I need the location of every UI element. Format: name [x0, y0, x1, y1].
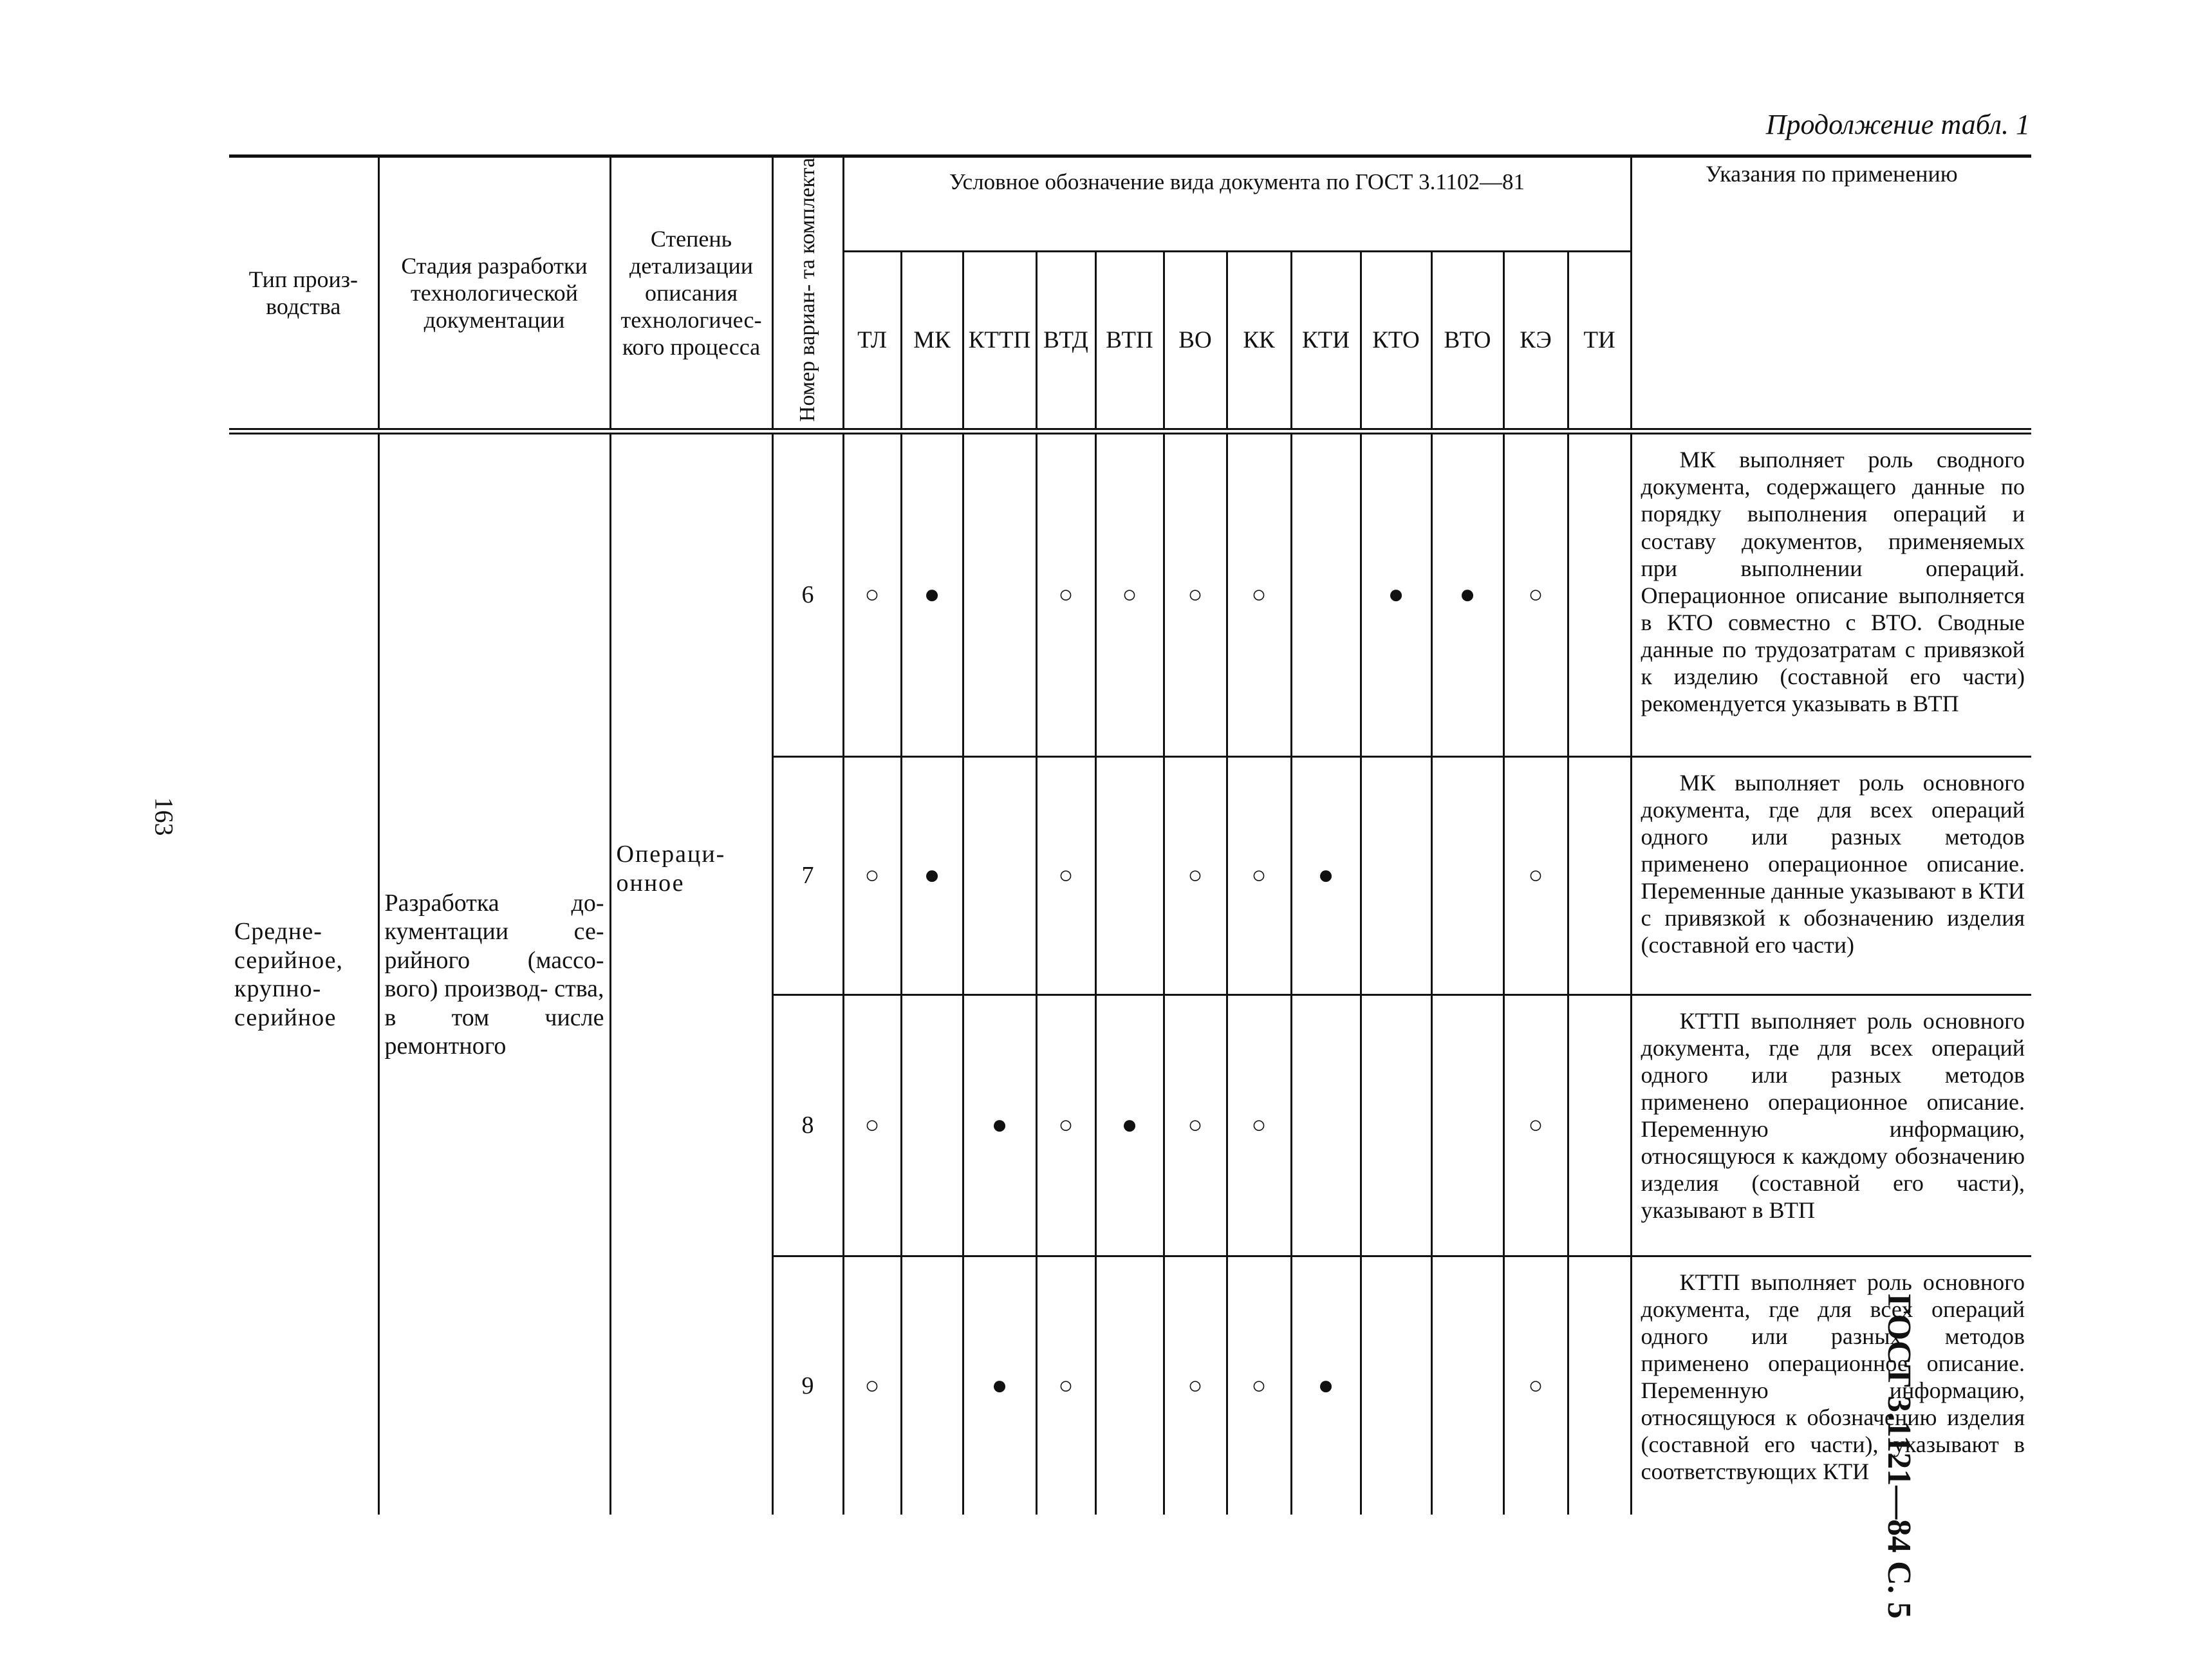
development-stage-cell: Разработка до- кументации се- рийного (массо- вого) производ- ства, в том числе ремонтного — [378, 431, 610, 1515]
mark-cell: ○ — [1227, 756, 1291, 994]
document-kit-table — [229, 154, 2031, 1515]
code-vtd: ВТД — [1036, 251, 1095, 431]
application-note — [1631, 1256, 2031, 1515]
mark-cell: ○ — [1164, 1256, 1227, 1515]
code-ti: ТИ — [1568, 251, 1631, 431]
application-note-text: КТТП выполняет роль основного документа, где для всех операций одного или разных методов применено операционное описание. Переменную информацию, относящуюся к обозначению изделия (составной его части), указывают в соответствующих КТИ — [1641, 1269, 2025, 1485]
code-kk: КК — [1227, 251, 1291, 431]
mark-cell: ● — [963, 1256, 1036, 1515]
detail-degree-cell: Операци- онное — [610, 431, 772, 1515]
code-tl: ТЛ — [843, 251, 901, 431]
mark-cell: ○ — [843, 756, 901, 994]
variant-number: 8 — [772, 994, 843, 1256]
mark-cell: ○ — [843, 994, 901, 1256]
mark-cell: ○ — [1164, 431, 1227, 756]
header-application-notes: Указания по применению — [1631, 156, 2031, 432]
application-note — [1631, 756, 2031, 994]
header-variant-number — [772, 156, 843, 432]
mark-cell: ● — [1291, 756, 1361, 994]
code-vo: ВО — [1164, 251, 1227, 431]
mark-cell — [1431, 994, 1503, 1256]
mark-cell — [1568, 994, 1631, 1256]
header-production-type: Тип произ- водства — [229, 156, 378, 432]
application-note-text: МК выполняет роль сводного документа, содержащего данные по порядку выполнения операций и составу документов, применяемых при выполнении операций. Операционное описание выполняется в КТО совместно с ВТО. Сводные данные по трудозатратам с привязкой к изделию (составной его части) рекомендуется указывать в ВТП — [1641, 447, 2025, 717]
code-kttp: КТТП — [963, 251, 1036, 431]
mark-cell: ● — [1361, 431, 1431, 756]
application-note — [1631, 994, 2031, 1256]
code-vto: ВТО — [1431, 251, 1503, 431]
mark-cell: ○ — [1036, 756, 1095, 994]
header-document-designation: Условное обозначение вида документа по ГОСТ 3.1102—81 — [843, 156, 1631, 252]
mark-cell: ○ — [1503, 756, 1568, 994]
mark-cell — [1361, 994, 1431, 1256]
mark-cell: ● — [901, 431, 963, 756]
mark-cell — [1568, 431, 1631, 756]
mark-cell: ○ — [1227, 994, 1291, 1256]
mark-cell — [901, 1256, 963, 1515]
variant-number: 9 — [772, 1256, 843, 1515]
application-note-text: КТТП выполняет роль основного документа, где для всех операций одного или разных методов применено операционное описание. Переменную информацию, относящуюся к каждому обозначению изделия (составной его части), указывают в ВТП — [1641, 1007, 2025, 1224]
standard-reference: ГОСТ 3.1121—84 С. 5 — [1881, 1294, 1917, 1619]
header-development-stage: Стадия разработки технологической документации — [378, 156, 610, 432]
mark-cell: ● — [901, 756, 963, 994]
mark-cell — [1291, 994, 1361, 1256]
mark-cell — [1568, 1256, 1631, 1515]
mark-cell: ○ — [1036, 431, 1095, 756]
mark-cell — [1568, 756, 1631, 994]
mark-cell: ● — [1095, 994, 1164, 1256]
mark-cell — [901, 994, 963, 1256]
mark-cell: ○ — [1164, 994, 1227, 1256]
mark-cell: ● — [963, 994, 1036, 1256]
application-note — [1631, 431, 2031, 756]
mark-cell: ● — [1431, 431, 1503, 756]
mark-cell — [1095, 1256, 1164, 1515]
table-row — [229, 431, 2031, 756]
mark-cell: ○ — [843, 431, 901, 756]
mark-cell — [963, 431, 1036, 756]
mark-cell: ○ — [1036, 1256, 1095, 1515]
mark-cell — [1095, 756, 1164, 994]
code-kto: КТО — [1361, 251, 1431, 431]
code-mk: МК — [901, 251, 963, 431]
code-vtp: ВТП — [1095, 251, 1164, 431]
mark-cell: ● — [1291, 1256, 1361, 1515]
variant-number: 6 — [772, 431, 843, 756]
header-variant-number-text: Номер вариан- та комплекта — [795, 158, 820, 422]
mark-cell: ○ — [1503, 431, 1568, 756]
mark-cell — [1431, 756, 1503, 994]
mark-cell — [1291, 431, 1361, 756]
mark-cell: ○ — [1503, 994, 1568, 1256]
mark-cell — [1361, 1256, 1431, 1515]
page-number: 163 — [149, 797, 179, 836]
code-ke: КЭ — [1503, 251, 1568, 431]
mark-cell: ○ — [1095, 431, 1164, 756]
continuation-label: Продолжение табл. 1 — [1765, 109, 2030, 140]
application-note-text: МК выполняет роль основного документа, где для всех операций одного или разных методов применено операционное описание. Переменные данные указывают в КТИ с привязкой к обозначению изделия (составной его части) — [1641, 769, 2025, 958]
code-kti: КТИ — [1291, 251, 1361, 431]
mark-cell: ○ — [1227, 1256, 1291, 1515]
mark-cell: ○ — [843, 1256, 901, 1515]
production-type-cell: Средне- серийное, крупно- серийное — [229, 431, 378, 1515]
mark-cell: ○ — [1036, 994, 1095, 1256]
mark-cell — [1431, 1256, 1503, 1515]
header-detail-degree: Степень детализации описания технологичес- кого процесса — [610, 156, 772, 432]
mark-cell — [963, 756, 1036, 994]
mark-cell: ○ — [1503, 1256, 1568, 1515]
mark-cell: ○ — [1227, 431, 1291, 756]
mark-cell — [1361, 756, 1431, 994]
variant-number: 7 — [772, 756, 843, 994]
mark-cell: ○ — [1164, 756, 1227, 994]
